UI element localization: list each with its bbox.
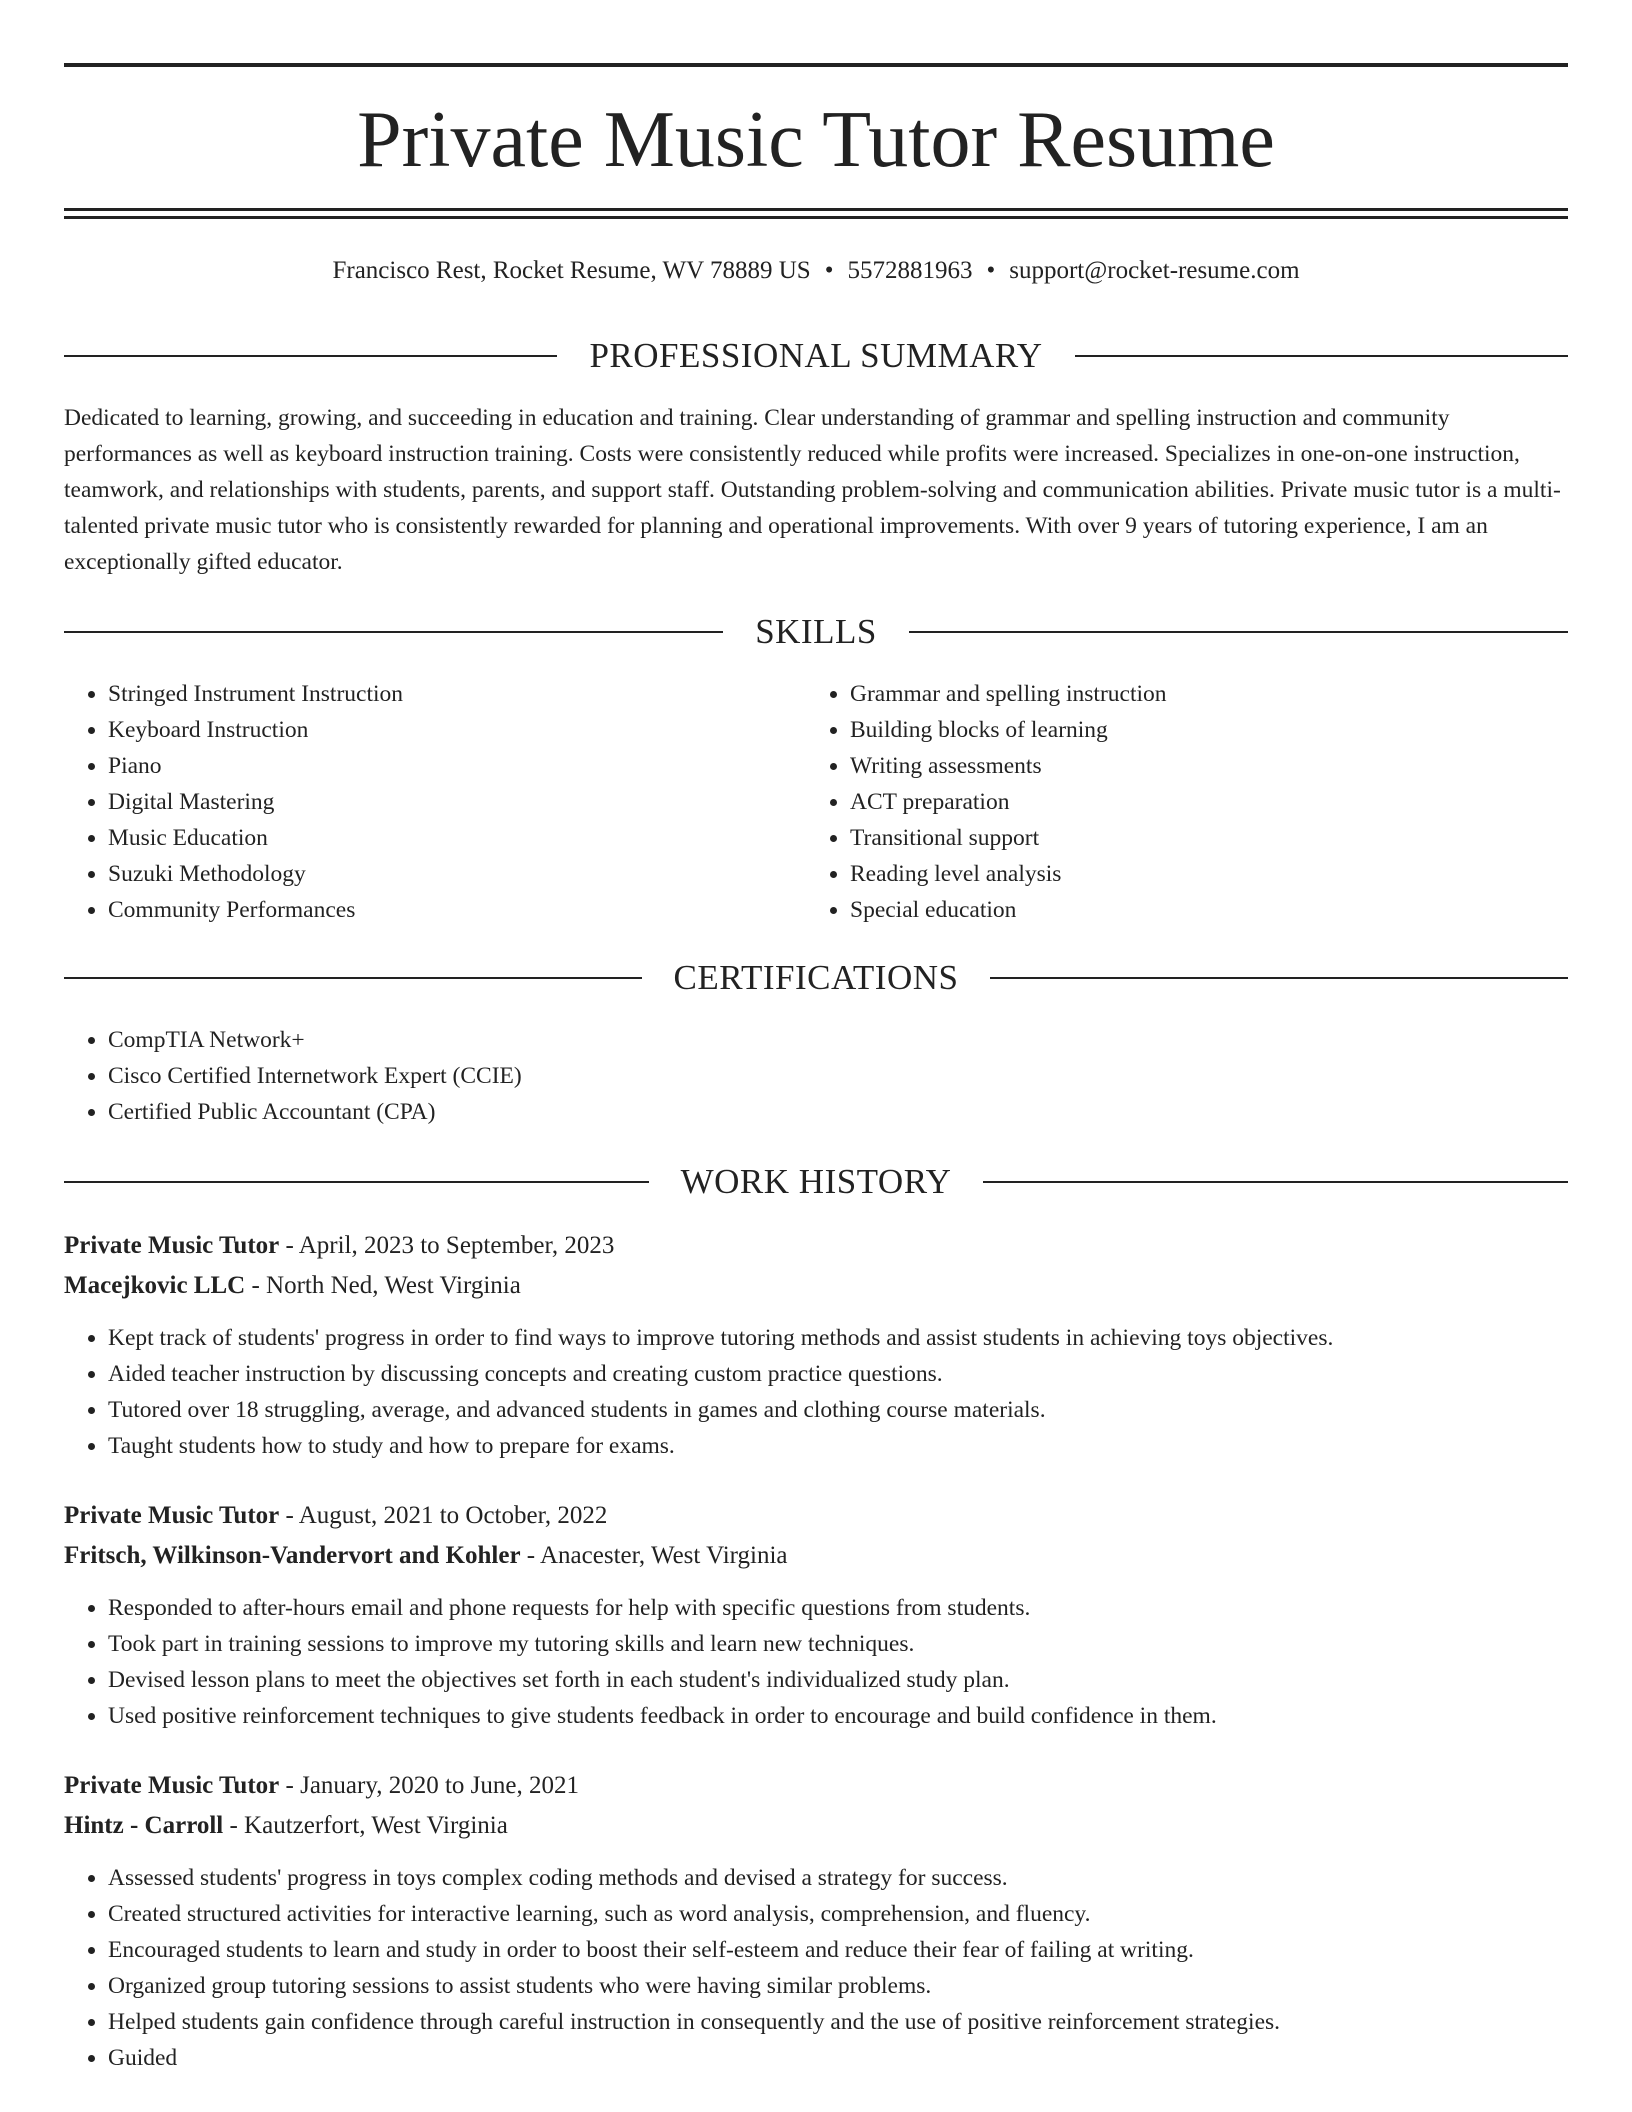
job-duty: • Devised lesson plans to meet the objectives set forth in each student's individualized study plan. — [108, 1662, 1568, 1698]
heading-rule-right — [990, 977, 1568, 979]
certification-item: • Certified Public Accountant (CPA) — [108, 1094, 1568, 1130]
job-duty: • Kept track of students' progress in order to find ways to improve tutoring methods and assist students in achieving toys objectives. — [108, 1320, 1568, 1356]
heading-rule-left — [64, 355, 557, 357]
job-duty: • Used positive reinforcement techniques to give students feedback in order to encourage and build confidence in them. — [108, 1698, 1568, 1734]
summary-paragraph: Dedicated to learning, growing, and succeeding in education and training. Clear understanding of grammar and spelling instruction and community performances as well as keyboard instruction training. Costs were consistently reduced while profits were increased. Specializes in one-on-one instruction, teamwork, and relationships with students, parents, and support staff. Outstanding problem-solving and communication abilities. Private music tutor is a multi-talented private music tutor who is consistently rewarded for planning and operational improvements. With over 9 years of tutoring experience, I am an exceptionally gifted educator. — [64, 405, 1561, 575]
summary-heading-label: PROFESSIONAL SUMMARY — [589, 336, 1043, 375]
job-company: Hintz - Carroll — [64, 1812, 224, 1839]
job-company: Macejkovic LLC — [64, 1272, 246, 1299]
skills-heading-label: SKILLS — [755, 612, 877, 651]
skill-item: • Building blocks of learning — [850, 712, 1546, 748]
heading-rule-left — [64, 977, 642, 979]
heading-rule-right — [1075, 355, 1568, 357]
skill-item: • Community Performances — [108, 892, 804, 928]
contact-separator: • — [824, 257, 834, 284]
top-rule — [64, 63, 1568, 67]
skill-item: • Digital Mastering — [108, 784, 804, 820]
skills-column-left — [64, 676, 804, 928]
job-dates: - August, 2021 to October, 2022 — [279, 1502, 608, 1529]
job-duty: • Assessed students' progress in toys complex coding methods and devised a strategy for success. — [108, 1860, 1568, 1896]
contact-separator: • — [986, 257, 996, 284]
job-duties-list — [64, 1860, 1568, 2076]
contact-phone: 5572881963 — [847, 257, 973, 284]
skill-item: • Transitional support — [850, 820, 1546, 856]
skill-item: • Keyboard Instruction — [108, 712, 804, 748]
job-duty: • Created structured activities for interactive learning, such as word analysis, comprehension, and fluency. — [108, 1896, 1568, 1932]
job-company-line — [64, 1536, 1568, 1576]
job-duty: • Guided — [108, 2040, 1568, 2076]
job-duties-list — [64, 1320, 1568, 1464]
skill-item: • Reading level analysis — [850, 856, 1546, 892]
summary-section-heading — [64, 334, 1568, 378]
job-duty: • Helped students gain confidence through careful instruction in consequently and the use of positive reinforcement strategies. — [108, 2004, 1568, 2040]
job-duty: • Tutored over 18 struggling, average, and advanced students in games and clothing course materials. — [108, 1392, 1568, 1428]
contact-address: Francisco Rest, Rocket Resume, WV 78889 US — [332, 257, 811, 284]
certification-item: • CompTIA Network+ — [108, 1022, 1568, 1058]
certifications-block — [64, 1022, 1568, 1130]
job-location: - North Ned, West Virginia — [245, 1272, 521, 1299]
contact-line — [64, 255, 1568, 287]
job-duty: • Organized group tutoring sessions to assist students who were having similar problems. — [108, 1968, 1568, 2004]
job-company: Fritsch, Wilkinson-Vandervort and Kohler — [64, 1542, 521, 1569]
job-company-line — [64, 1266, 1568, 1306]
job-title-line — [64, 1766, 1568, 1806]
title-rule-lower — [64, 216, 1568, 219]
job-duty: • Responded to after-hours email and phone requests for help with specific questions from students. — [108, 1590, 1568, 1626]
job-location: - Kautzerfort, West Virginia — [223, 1812, 508, 1839]
job-entry — [64, 1766, 1568, 2076]
job-title: Private Music Tutor — [64, 1772, 280, 1799]
heading-rule-left — [64, 631, 723, 633]
job-location: - Anacester, West Virginia — [520, 1542, 788, 1569]
job-company-line — [64, 1806, 1568, 1846]
work-section-heading — [64, 1160, 1568, 1204]
job-duty: • Taught students how to study and how to prepare for exams. — [108, 1428, 1568, 1464]
skill-item: • Stringed Instrument Instruction — [108, 676, 804, 712]
title-rule-upper — [64, 208, 1568, 211]
certifications-heading-label: CERTIFICATIONS — [673, 958, 959, 997]
skill-item: • Special education — [850, 892, 1546, 928]
skills-list-left — [64, 676, 804, 928]
job-duty: • Encouraged students to learn and study in order to boost their self-esteem and reduce their fear of failing at writing. — [108, 1932, 1568, 1968]
certifications-list — [64, 1022, 1568, 1130]
skill-item: • Grammar and spelling instruction — [850, 676, 1546, 712]
job-title-line — [64, 1496, 1568, 1536]
certifications-section-heading — [64, 956, 1568, 1000]
skills-section-heading — [64, 610, 1568, 654]
skills-column-right — [806, 676, 1546, 928]
job-title: Private Music Tutor — [64, 1502, 280, 1529]
job-entry — [64, 1226, 1568, 1464]
skills-list-right — [806, 676, 1546, 928]
heading-rule-left — [64, 1181, 649, 1183]
job-entry — [64, 1496, 1568, 1734]
work-heading-label: WORK HISTORY — [680, 1162, 952, 1201]
skill-item: • ACT preparation — [850, 784, 1546, 820]
heading-rule-right — [909, 631, 1568, 633]
job-dates: - January, 2020 to June, 2021 — [279, 1772, 579, 1799]
job-duty: • Took part in training sessions to improve my tutoring skills and learn new techniques. — [108, 1626, 1568, 1662]
job-duty: • Aided teacher instruction by discussing concepts and creating custom practice questions. — [108, 1356, 1568, 1392]
skill-item: • Writing assessments — [850, 748, 1546, 784]
certification-item: • Cisco Certified Internetwork Expert (CCIE) — [108, 1058, 1568, 1094]
job-title: Private Music Tutor — [64, 1232, 280, 1259]
contact-email: support@rocket-resume.com — [1009, 257, 1300, 284]
skill-item: • Piano — [108, 748, 804, 784]
heading-rule-right — [983, 1181, 1568, 1183]
job-title-line — [64, 1226, 1568, 1266]
job-dates: - April, 2023 to September, 2023 — [279, 1232, 615, 1259]
resume-title: Private Music Tutor Resume — [357, 96, 1275, 184]
skill-item: • Suzuki Methodology — [108, 856, 804, 892]
skill-item: • Music Education — [108, 820, 804, 856]
job-duties-list — [64, 1590, 1568, 1734]
